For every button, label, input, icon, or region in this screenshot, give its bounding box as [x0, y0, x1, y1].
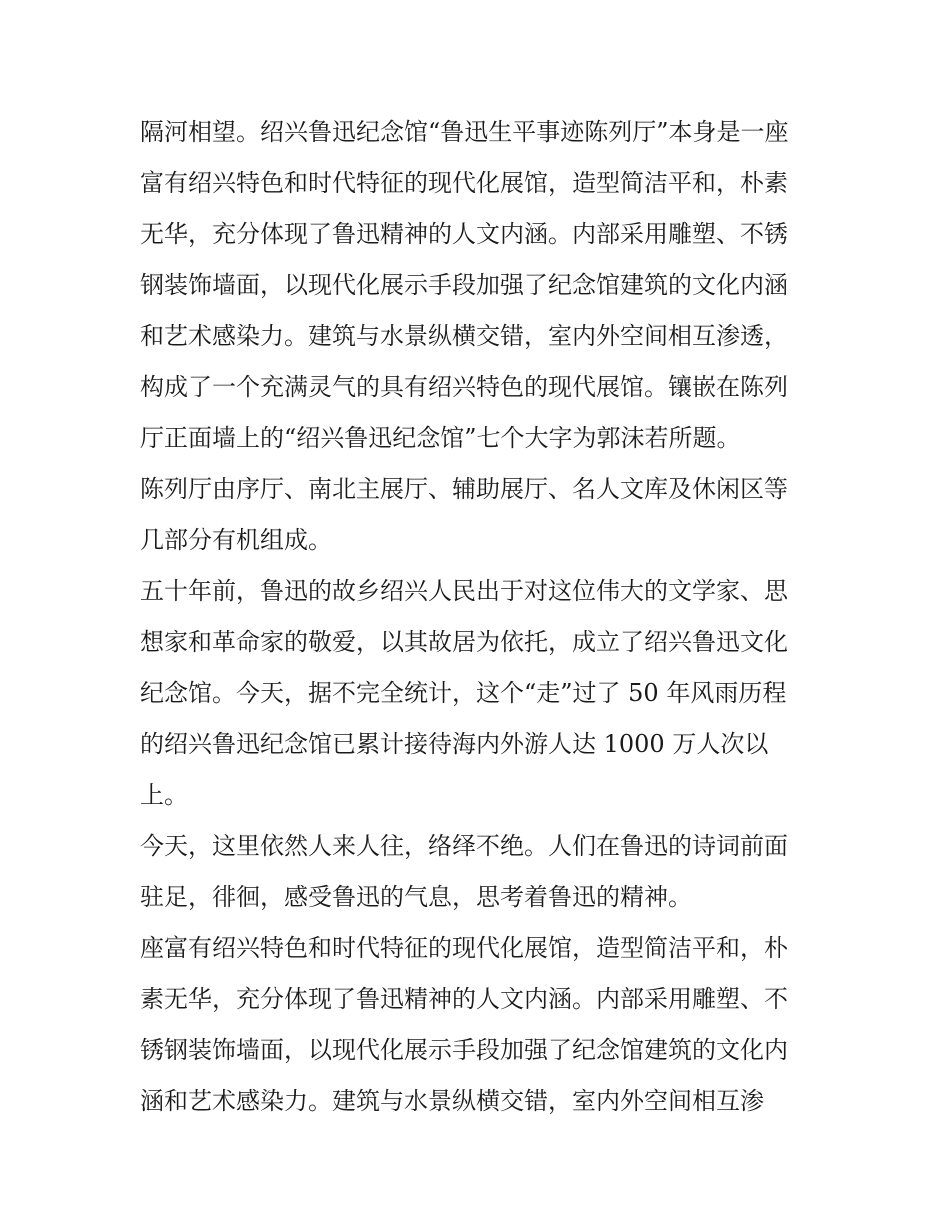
text-line-18: 素无华，充分体现了鲁迅精神的人文内涵。内部采用雕塑、不 [140, 985, 788, 1013]
text-line-15: 今天，这里依然人来人往，络绎不绝。人们在鲁迅的诗词前面 [140, 832, 788, 860]
text-line-5: 和艺术感染力。建筑与水景纵横交错，室内外空间相互渗透， [140, 322, 788, 350]
text-line-20: 涵和艺术感染力。建筑与水景纵横交错，室内外空间相互渗 [140, 1087, 764, 1115]
text-line-17: 座富有绍兴特色和时代特征的现代化展馆，造型简洁平和，朴 [140, 934, 788, 962]
text-line-4: 钢装饰墙面，以现代化展示手段加强了纪念馆建筑的文化内涵 [140, 271, 788, 299]
text-line-1: 隔河相望。绍兴鲁迅纪念馆“鲁迅生平事迹陈列厅”本身是一座 [140, 118, 789, 146]
text-line-7: 厅正面墙上的“绍兴鲁迅纪念馆”七个大字为郭沫若所题。 [140, 424, 741, 452]
text-line-9: 几部分有机组成。 [140, 526, 332, 554]
text-line-3: 无华，充分体现了鲁迅精神的人文内涵。内部采用雕塑、不锈 [140, 220, 788, 248]
text-line-10: 五十年前，鲁迅的故乡绍兴人民出于对这位伟大的文学家、思 [140, 577, 788, 605]
text-line-11: 想家和革命家的敬爱，以其故居为依托，成立了绍兴鲁迅文化 [140, 628, 788, 656]
text-line-12: 纪念馆。今天，据不完全统计，这个“走”过了 50 年风雨历程 [140, 679, 787, 707]
body-text [140, 107, 820, 1127]
text-line-16: 驻足，徘徊，感受鲁迅的气息，思考着鲁迅的精神。 [140, 883, 692, 911]
text-line-8: 陈列厅由序厅、南北主展厅、辅助展厅、名人文库及休闲区等 [140, 475, 788, 503]
text-line-6: 构成了一个充满灵气的具有绍兴特色的现代展馆。镶嵌在陈列 [140, 373, 788, 401]
text-line-14: 上。 [140, 781, 188, 809]
text-line-2: 富有绍兴特色和时代特征的现代化展馆，造型简洁平和，朴素 [140, 169, 788, 197]
text-line-19: 锈钢装饰墙面，以现代化展示手段加强了纪念馆建筑的文化内 [140, 1036, 788, 1064]
text-line-13: 的绍兴鲁迅纪念馆已累计接待海内外游人达 1000 万人次以 [140, 730, 769, 758]
